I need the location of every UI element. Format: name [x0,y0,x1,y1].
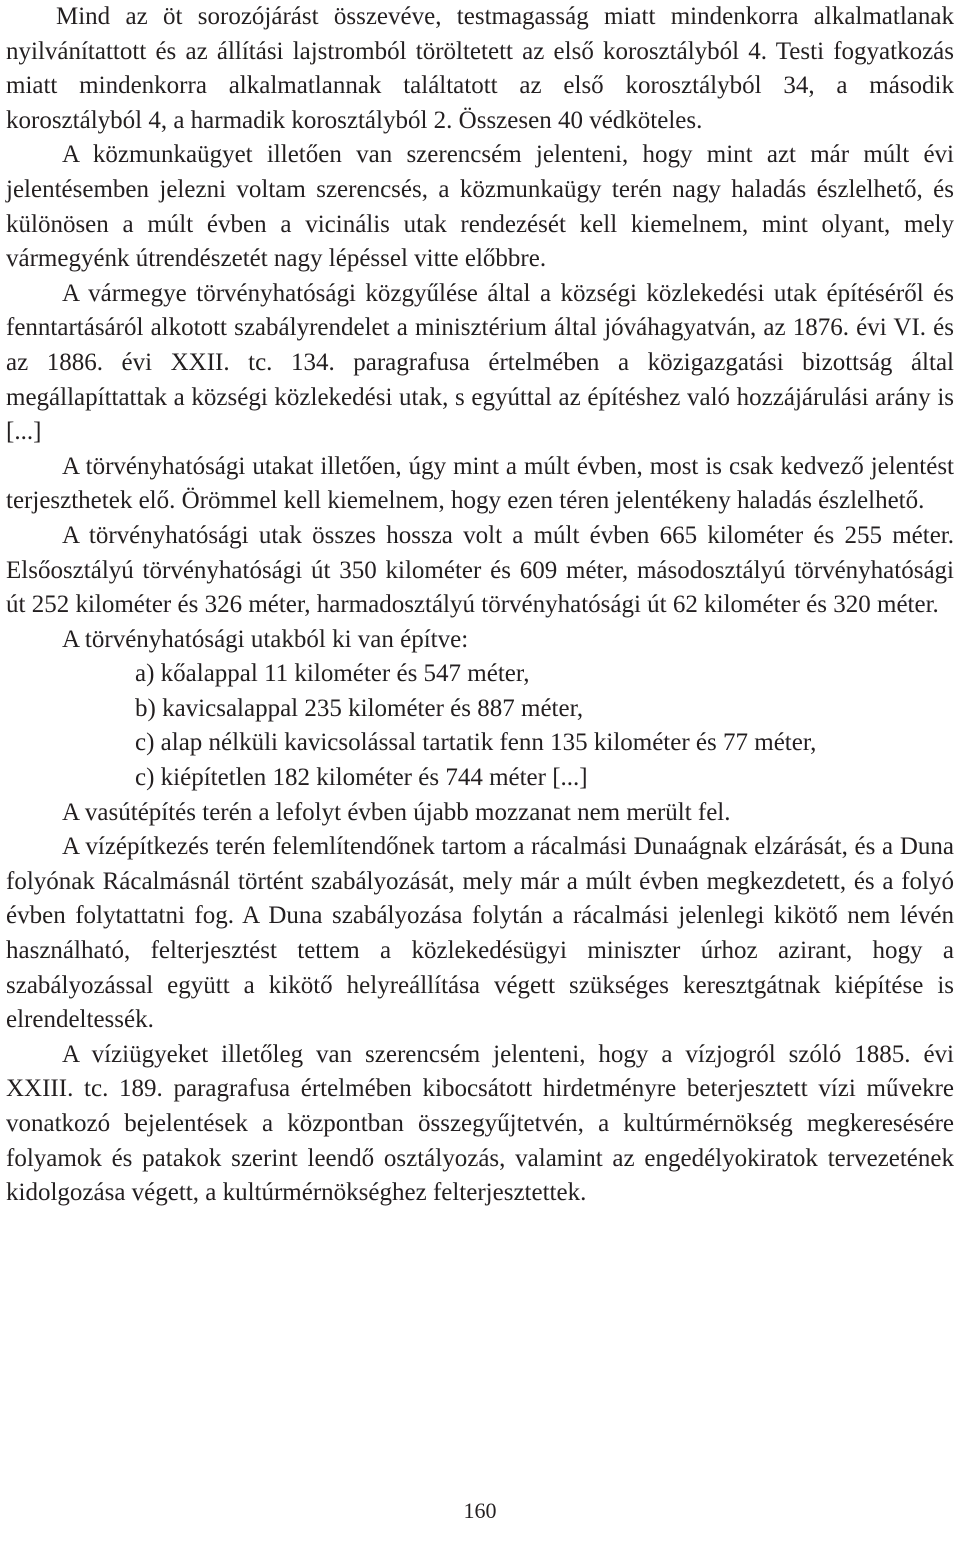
paragraph-jurisdiction-roads: A törvényhatósági utakat illetően, úgy mint a múlt évben, most is csak kedvező jelentést terjeszthetek elő. Örömmel kell kiemelnem, hogy ezen téren jelentékeny haladás észlelhető. [6,452,954,515]
list-item: c) kiépítetlen 182 kilométer és 744 méter [...] [135,764,588,792]
paragraph-water-affairs: A víziügyeket illetőleg van szerencsém jelenteni, hogy a vízjogról szóló 1885. évi XXIII. tc. 189. paragrafusa értelmében kibocsátott hirdetményre beterjesztett vízi művekre vonatkozó bejelentések a központban összegyűjtetvén, a kultúrmérnökség megkeresésére folyamok és patakok szerint leendő osztályozás, valamint az engedélyokiratok tervezetének kidolgozása végett, a kultúrmérnökséghez felterjesztettek. [6,1040,954,1207]
body-text [6,0,954,1211]
paragraph-water-construction: A vízépítkezés terén felemlítendőnek tartom a rácalmási Dunaágnak elzárását, és a Duna folyónak Rácalmásnál történt szabályozását, mely már a múlt évben megkezdetett, és a folyó évben folytattatni fog. A Duna szabályozása folytán a rácalmási jelenlegi kikötő nem lévén használható, felterjesztést tettem a közlekedésügyi miniszter úrhoz azirant, hogy a szabályozással együtt a kikötő helyreállítása végett szükséges keresztgátnak kiépítése is elrendeltessék. [6,833,954,1034]
page-number: 160 [463,1498,497,1523]
list-item: c) alap nélküli kavicsolással tartatik fenn 135 kilométer és 77 méter, [135,729,817,757]
paragraph-road-construction-intro: A törvényhatósági utakból ki van építve: [62,625,469,653]
paragraph-public-works: A közmunkaügyet illetően van szerencsém jelenteni, hogy mint azt már múlt évi jelentésemben jelezni voltam szerencsés, a közmunkaügy terén nagy haladás észlelhető, és különösen a múlt évben a vicinális utak rendezését kell kiemelnem, mint olyant, mely vármegyénk útrendészetét nagy lépéssel vitte előbbre. [6,141,954,273]
list-item: a) kőalappal 11 kilométer és 547 méter, [135,660,530,688]
list-item: b) kavicsalappal 235 kilométer és 887 méter, [135,694,584,722]
paragraph-railway: A vasútépítés terén a lefolyt évben újabb mozzanat nem merült fel. [62,798,731,826]
paragraph-road-lengths: A törvényhatósági utak összes hossza volt a múlt évben 665 kilométer és 255 méter. Elsőosztályú törvényhatósági út 350 kilométer és 609 méter, másodosztályú törvényhatósági út 252 kilométer és 326 méter, harmadosztályú törvényhatósági út 62 kilométer és 320 méter. [6,521,954,619]
paragraph-county-assembly: A vármegye törvényhatósági közgyűlése által a községi közlekedési utak építéséről és fenntartásáról alkotott szabályrendelet a minisztérium által jóváhagyatván, az 1876. évi VI. és az 1886. évi XXII. tc. 134. paragrafusa értelmében a közigazgatási bizottság által megállapíttattak a községi közlekedési utak, s egyúttal az építéshez való hozzájárulási arány is [...] [6,279,954,446]
paragraph-conscription-summary: Mind az öt sorozójárást összevéve, testmagasság miatt mindenkorra alkalmatlanak nyilvánítattott és az állítási lajstromból töröltetett az első korosztályból 4. Testi fogyatkozás miatt mindenkorra alkalmatlannak találtatott az első korosztályból 34, a második korosztályból 4, a harmadik korosztályból 2. Összesen 40 védköteles. [6,3,954,134]
